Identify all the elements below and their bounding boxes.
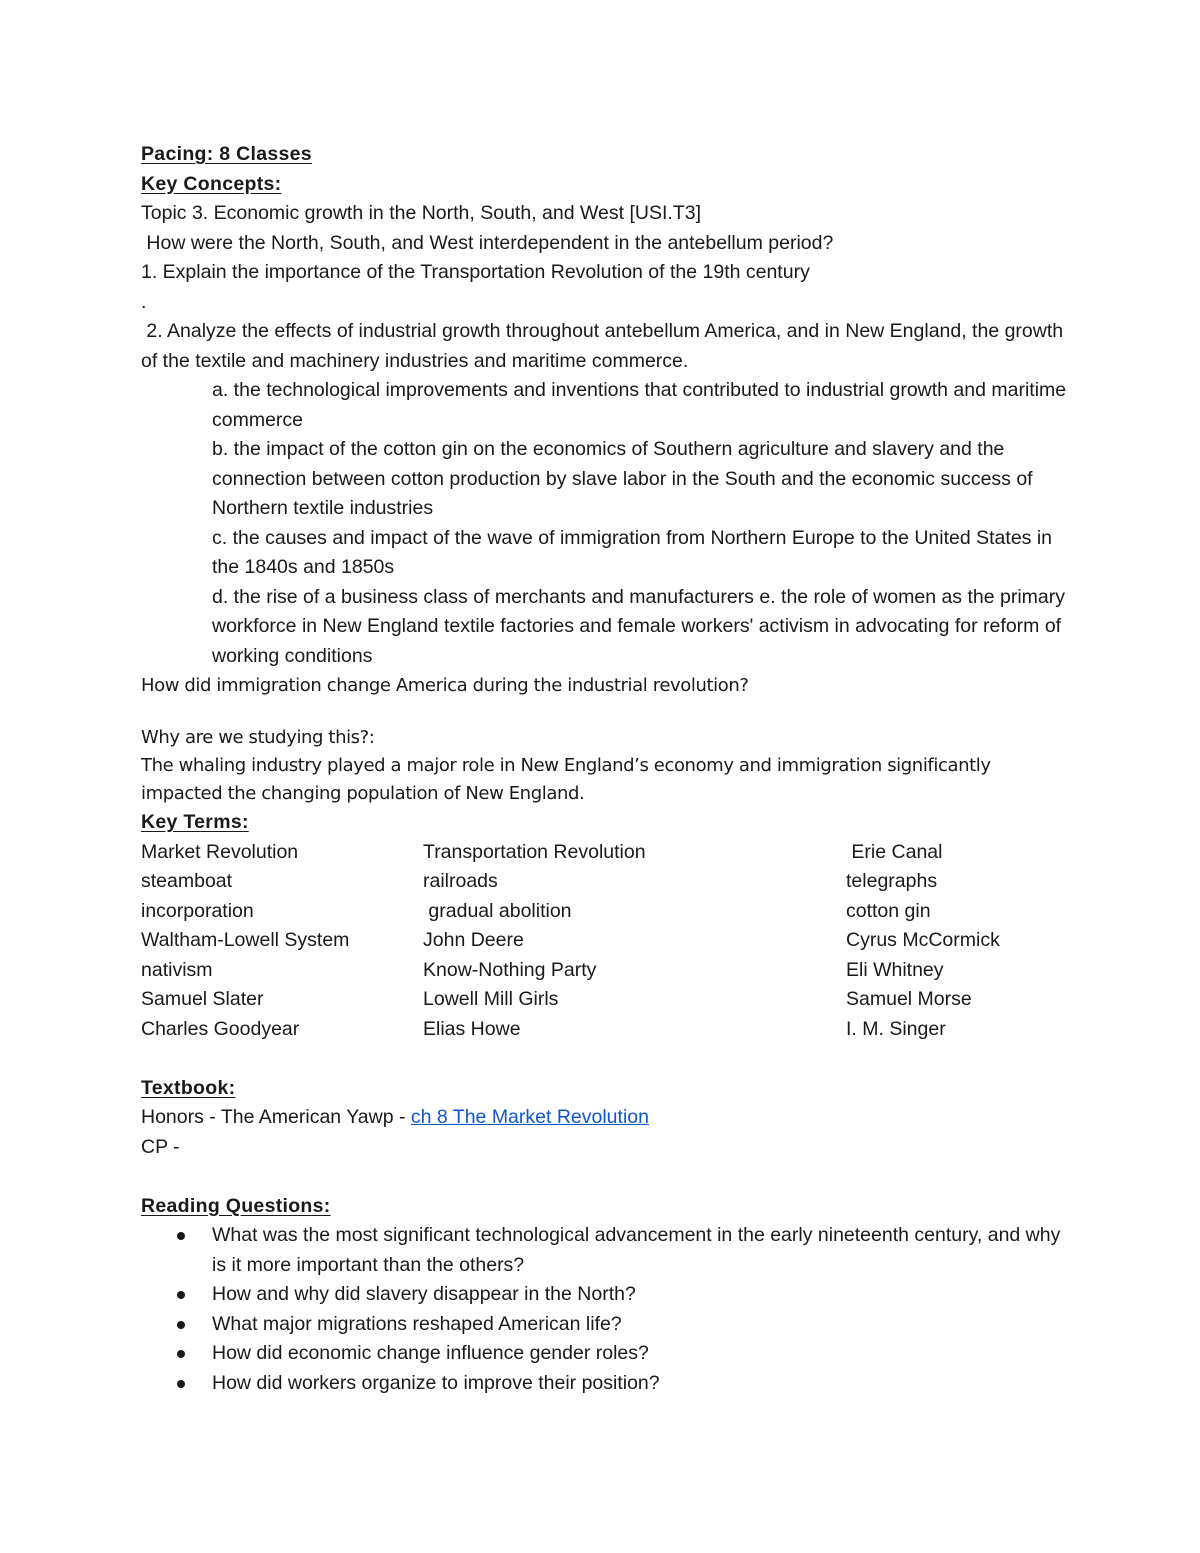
concept-sub-d: d. the rise of a business class of merchants and manufacturers e. the role of women as the primary workforce in New England textile factories and female workers' activism in advocating for reform of working conditions: [212, 585, 1065, 667]
bullet-icon: [177, 1232, 185, 1240]
topic-line: Topic 3. Economic growth in the North, South, and West [USI.T3]: [141, 202, 701, 224]
textbook-honors: [141, 1103, 1071, 1133]
reading-question-text: How did workers organize to improve their position?: [212, 1371, 660, 1394]
key-term: cotton gin: [846, 899, 931, 922]
key-term: Know-Nothing Party: [423, 958, 597, 981]
reading-question-text: What major migrations reshaped American life?: [212, 1312, 622, 1335]
key-term: steamboat: [141, 870, 233, 892]
key-term: telegraphs: [846, 870, 938, 892]
reading-question-text: How and why did slavery disappear in the North?: [212, 1283, 636, 1305]
concept-item-1: 1. Explain the importance of the Transportation Revolution of the 19th century: [141, 261, 810, 283]
immigration-question: How did immigration change America during the industrial revolution?: [141, 675, 749, 696]
concept-sub-a: a. the technological improvements and inventions that contributed to industrial growth and maritime commerce: [212, 379, 1067, 431]
key-term: Lowell Mill Girls: [423, 988, 559, 1010]
concept-item-2: 2. Analyze the effects of industrial growth throughout antebellum America, and in New England, the growth of the textile and machinery industries and maritime commerce.: [141, 320, 1069, 372]
key-concepts-heading: Key Concepts:: [141, 172, 282, 195]
list-item: [141, 1310, 1071, 1340]
key-term: Samuel Slater: [141, 988, 264, 1010]
key-term: Eli Whitney: [846, 958, 944, 981]
key-term: John Deere: [423, 929, 524, 951]
reading-questions-heading: Reading Questions:: [141, 1194, 331, 1217]
key-term: railroads: [423, 870, 498, 892]
why-text: The whaling industry played a major role in New England’s economy and immigration significantly impacted the changing population of New England.: [141, 755, 991, 804]
key-term: Market Revolution: [141, 840, 299, 863]
key-term: Erie Canal: [846, 840, 943, 863]
key-term: incorporation: [141, 899, 254, 922]
textbook-honors-prefix: Honors - The American Yawp -: [141, 1106, 411, 1128]
reading-question-text: What was the most significant technological advancement in the early nineteenth century, and why is it more important than the others?: [212, 1224, 1061, 1276]
concept-item-1-dot: .: [141, 290, 147, 313]
document-page: [141, 140, 1071, 1398]
key-terms-heading: Key Terms:: [141, 811, 249, 833]
list-item: [141, 1221, 1071, 1280]
reading-question-text: How did economic change influence gender roles?: [212, 1342, 649, 1364]
textbook-heading: Textbook:: [141, 1076, 236, 1099]
bullet-icon: [177, 1380, 185, 1388]
textbook-cp: CP -: [141, 1135, 180, 1158]
list-item: [141, 1280, 1071, 1310]
key-term: Elias Howe: [423, 1017, 521, 1040]
key-term: nativism: [141, 958, 213, 981]
pacing-heading: Pacing: 8 Classes: [141, 143, 312, 165]
key-term: Waltham-Lowell System: [141, 929, 350, 951]
key-term: Charles Goodyear: [141, 1017, 300, 1040]
key-term: Cyrus McCormick: [846, 929, 1000, 951]
key-term: gradual abolition: [423, 899, 572, 922]
bullet-icon: [177, 1321, 185, 1329]
key-term: I. M. Singer: [846, 1017, 946, 1040]
reading-questions-list: [141, 1221, 1071, 1398]
key-term: Transportation Revolution: [423, 840, 646, 863]
list-item: [141, 1369, 1071, 1399]
key-term: Samuel Morse: [846, 988, 972, 1010]
bullet-icon: [177, 1291, 185, 1299]
concept-sub-b: b. the impact of the cotton gin on the economics of Southern agriculture and slavery and the connection between cotton production by slave labor in the South and the economic success of Northern textile industries: [212, 438, 1033, 519]
why-heading: Why are we studying this?:: [141, 726, 375, 748]
textbook-chapter-link[interactable]: ch 8 The Market Revolution: [410, 1106, 649, 1128]
list-item: [141, 1339, 1071, 1369]
interdependence-question: How were the North, South, and West interdependent in the antebellum period?: [141, 231, 834, 254]
concept-sub-c: c. the causes and impact of the wave of immigration from Northern Europe to the United States in the 1840s and 1850s: [212, 526, 1053, 578]
bullet-icon: [177, 1350, 185, 1358]
key-terms-table: [141, 838, 1071, 1045]
